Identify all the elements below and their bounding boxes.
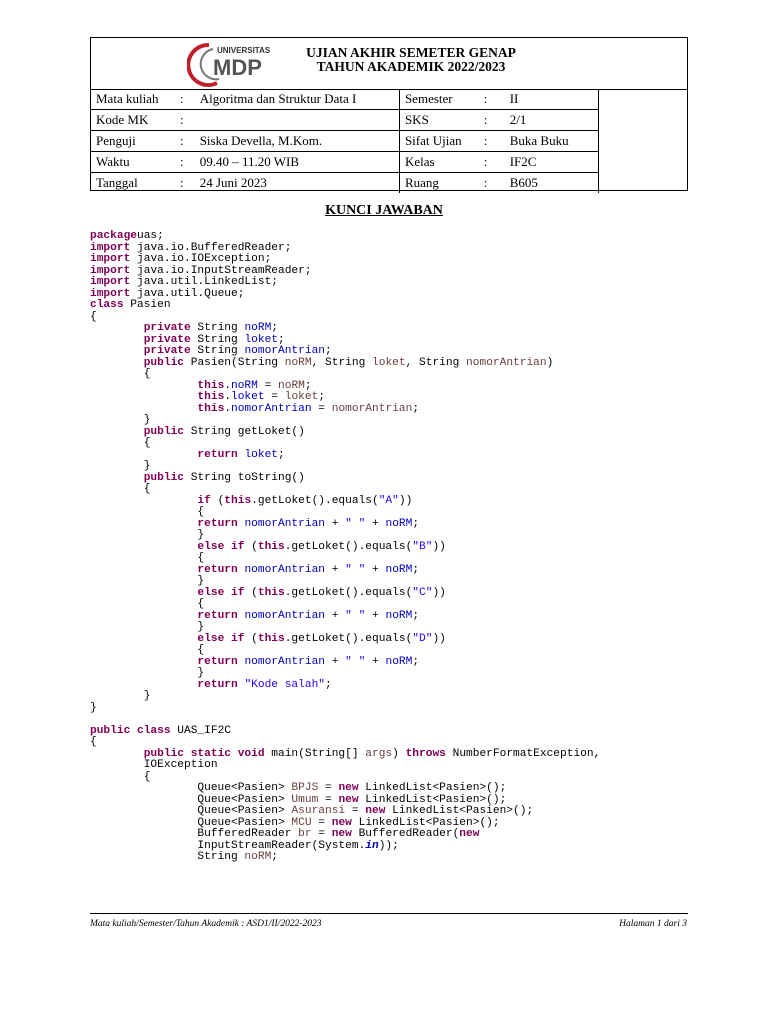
info-separator: :: [484, 173, 505, 194]
code-token: }: [90, 667, 205, 679]
code-token: [90, 334, 144, 346]
code-token: java.util.Queue;: [130, 287, 245, 300]
code-token: noRM: [284, 356, 312, 369]
svg-text:MDP: MDP: [213, 55, 262, 80]
code-token: noRM: [244, 851, 272, 863]
code-token: nomorAntrian: [331, 402, 413, 415]
info-value: IF2C: [505, 152, 599, 173]
code-token: import: [90, 287, 131, 300]
code-line: [90, 726, 600, 738]
code-token: java.io.BufferedReader;: [130, 241, 292, 254]
info-label: Kode MK: [91, 110, 180, 131]
code-token: {: [90, 598, 205, 610]
code-token: " ": [345, 517, 366, 530]
code-token: return: [197, 517, 238, 530]
code-token: , String: [311, 356, 373, 369]
code-token: String getLoket(): [184, 425, 305, 438]
code-token: " ": [345, 609, 366, 622]
info-label: Waktu: [91, 152, 180, 173]
code-token: noRM: [244, 322, 272, 334]
code-token: import: [90, 276, 131, 288]
info-label: Tanggal: [91, 173, 180, 194]
code-token: (: [244, 586, 258, 599]
code-token: }: [90, 701, 97, 714]
info-separator: :: [484, 131, 505, 152]
code-token: public: [143, 471, 185, 484]
code-token: "A": [378, 494, 399, 507]
code-token: [90, 380, 197, 392]
code-line: [90, 760, 600, 772]
code-token: new: [338, 793, 359, 806]
info-row: [91, 89, 599, 110]
code-token: String: [190, 345, 245, 357]
code-token: this: [257, 540, 285, 553]
code-token: "B": [412, 540, 433, 553]
code-token: if: [197, 494, 211, 507]
code-token: [90, 541, 197, 553]
code-token: loket: [231, 391, 265, 403]
code-token: .getLoket().equals(: [284, 540, 413, 553]
code-token: =: [311, 816, 332, 829]
code-token: , String: [405, 356, 467, 369]
code-token: return: [197, 655, 238, 668]
info-label: Ruang: [399, 173, 483, 194]
code-token: "C": [412, 586, 433, 599]
code-token: new: [331, 828, 352, 840]
code-token: nomorAntrian: [231, 402, 312, 415]
code-token: nomorAntrian: [244, 517, 326, 530]
code-token: this: [257, 586, 285, 599]
code-token: else if: [197, 632, 245, 645]
code-token: "D": [412, 632, 433, 645]
code-token: .getLoket().equals(: [284, 632, 413, 645]
code-token: this: [197, 391, 225, 403]
code-token: noRM: [231, 379, 258, 392]
code-token: =: [257, 379, 279, 392]
code-token: .getLoket().equals(: [251, 494, 379, 507]
code-token: =: [345, 805, 366, 817]
code-token: loket: [244, 448, 279, 461]
info-separator: :: [180, 173, 195, 194]
code-token: " ": [345, 655, 366, 668]
code-token: {: [90, 506, 205, 518]
code-token: .: [224, 379, 231, 392]
info-value: II: [505, 89, 599, 110]
code-token: noRM: [385, 655, 413, 668]
code-token: LinkedList<Pasien>();: [351, 816, 500, 829]
code-token: this: [224, 494, 252, 507]
footer-divider: [90, 913, 688, 914]
code-token: [90, 345, 144, 357]
code-token: {: [90, 770, 151, 783]
code-token: ;: [412, 655, 420, 668]
code-token: =: [311, 828, 332, 840]
code-token: BPJS: [291, 782, 319, 794]
code-token: (: [244, 632, 258, 645]
code-token: Asuransi: [291, 805, 346, 817]
code-token: BufferedReader(: [351, 828, 460, 840]
code-token: this: [197, 379, 225, 392]
code-line: [90, 427, 600, 439]
code-token: .: [224, 391, 231, 403]
code-token: [90, 322, 144, 334]
code-token: import: [90, 241, 131, 254]
info-value: Algoritma dan Struktur Data I: [195, 89, 400, 110]
code-token: [90, 495, 197, 507]
code-token: " ": [345, 563, 366, 576]
code-token: }: [90, 575, 205, 587]
logo-caption: UNIVERSITAS: [217, 46, 271, 55]
code-token: {: [90, 552, 205, 564]
info-separator: :: [180, 152, 195, 173]
code-token: (: [210, 494, 225, 507]
code-token: =: [264, 391, 285, 403]
code-token: noRM: [385, 563, 413, 576]
code-token: MCU: [291, 816, 312, 829]
code-line: [90, 473, 600, 485]
code-token: this: [257, 632, 285, 645]
info-separator: :: [180, 110, 195, 131]
code-token: loket: [284, 391, 319, 403]
code-token: main(String[]: [264, 747, 366, 760]
info-separator: :: [484, 89, 505, 110]
info-value: 09.40 – 11.20 WIB: [195, 152, 400, 173]
code-token: Queue<Pasien>: [90, 782, 292, 794]
code-token: [90, 426, 144, 438]
info-separator: :: [484, 152, 505, 173]
code-token: String toString(): [184, 471, 305, 484]
code-token: private: [143, 322, 191, 334]
code-token: UAS_IF2C: [170, 724, 232, 737]
code-token: ;: [318, 391, 326, 403]
exam-title: [261, 46, 561, 74]
code-token: }: [90, 621, 205, 633]
code-token: {: [90, 483, 151, 495]
code-token: [90, 656, 197, 668]
info-row: [91, 152, 599, 173]
code-token: .: [224, 402, 231, 415]
code-token: nomorAntrian: [244, 563, 326, 576]
code-listing: [90, 231, 600, 864]
code-token: "Kode salah": [244, 678, 326, 691]
info-row: [91, 173, 599, 194]
code-line: [90, 691, 600, 703]
code-token: java.io.InputStreamReader;: [130, 264, 312, 277]
code-token: )): [432, 586, 446, 599]
code-token: IOException: [90, 759, 218, 771]
code-token: [90, 403, 197, 415]
exam-title-line-1: UJIAN AKHIR SEMETER GENAP: [306, 45, 516, 60]
code-token: ;: [271, 322, 279, 334]
code-token: [90, 679, 197, 691]
code-token: ;: [412, 402, 420, 415]
code-token: String: [190, 333, 245, 346]
code-token: public: [143, 356, 185, 369]
code-token: +: [365, 655, 386, 668]
code-token: else if: [197, 540, 245, 553]
code-token: java.io.IOException;: [130, 253, 272, 265]
code-token: ;: [325, 345, 332, 357]
code-token: [90, 518, 197, 530]
code-token: +: [365, 609, 386, 622]
code-token: =: [318, 782, 339, 794]
code-token: }: [90, 529, 205, 541]
info-value: 24 Juni 2023: [195, 173, 400, 194]
exam-header: [90, 37, 688, 191]
footer-page-number: Halaman 1 dari 3: [619, 919, 687, 929]
info-separator: :: [180, 131, 195, 152]
code-token: }: [90, 690, 151, 702]
code-token: {: [90, 644, 205, 656]
code-token: [90, 391, 197, 403]
code-token: ;: [278, 333, 285, 346]
code-token: +: [325, 609, 346, 622]
code-line: [90, 680, 600, 692]
code-line: [90, 852, 600, 864]
code-token: return: [197, 609, 238, 622]
code-token: [90, 449, 197, 461]
code-token: +: [365, 517, 386, 530]
code-line: [90, 703, 600, 715]
code-token: NumberFormatException,: [445, 747, 601, 760]
code-token: import: [90, 264, 131, 277]
info-value: [195, 110, 400, 131]
info-value: B605: [505, 173, 599, 194]
code-token: else if: [197, 586, 245, 599]
code-token: {: [90, 310, 97, 323]
code-token: .getLoket().equals(: [284, 586, 413, 599]
code-token: )): [432, 540, 446, 553]
code-token: noRM: [278, 379, 305, 392]
code-token: in: [365, 839, 379, 852]
code-token: new: [331, 816, 352, 829]
code-token: public static void: [143, 747, 265, 760]
code-token: throws: [405, 747, 446, 760]
exam-title-line-2: TAHUN AKADEMIK 2022/2023: [316, 59, 506, 74]
code-token: [90, 633, 197, 645]
code-token: return: [197, 448, 238, 461]
code-token: LinkedList<Pasien>();: [385, 805, 534, 817]
footer-course-info: Mata kuliah/Semester/Tahun Akademik : ASD1/II/2022-2023: [90, 919, 322, 929]
code-token: package: [90, 230, 137, 242]
code-token: )): [398, 494, 413, 507]
code-token: nomorAntrian: [466, 356, 547, 369]
code-token: ): [546, 356, 554, 369]
code-token: =: [311, 402, 332, 415]
code-token: ): [392, 747, 406, 760]
info-label: Sifat Ujian: [399, 131, 483, 152]
code-token: private: [143, 333, 191, 346]
code-token: {: [90, 368, 151, 380]
code-token: Queue<Pasien>: [90, 793, 292, 806]
code-token: {: [90, 736, 97, 748]
code-token: ;: [278, 448, 285, 461]
code-token: nomorAntrian: [244, 655, 326, 668]
code-token: LinkedList<Pasien>();: [358, 793, 507, 806]
code-token: +: [365, 563, 386, 576]
code-token: }: [90, 414, 151, 426]
code-token: Pasien(String: [184, 356, 285, 369]
code-token: +: [325, 517, 346, 530]
code-token: return: [197, 563, 238, 576]
code-token: args: [365, 747, 393, 760]
code-token: java.util.LinkedList;: [130, 276, 278, 288]
code-token: )): [432, 632, 446, 645]
info-separator: :: [180, 89, 195, 110]
code-token: loket: [244, 333, 279, 346]
code-token: InputStreamReader(System.: [90, 839, 366, 852]
code-token: private: [143, 345, 191, 357]
code-token: LinkedList<Pasien>();: [358, 782, 507, 794]
info-label: Mata kuliah: [91, 89, 180, 110]
code-token: loket: [372, 356, 406, 369]
code-token: +: [325, 563, 346, 576]
exam-info-table: [91, 89, 599, 193]
code-token: br: [298, 828, 312, 840]
code-token: [90, 357, 144, 369]
info-label: Kelas: [399, 152, 483, 173]
info-label: Semester: [399, 89, 483, 110]
code-token: ;: [412, 609, 420, 622]
code-token: ;: [304, 379, 312, 392]
section-title: KUNCI JAWABAN: [325, 203, 443, 218]
code-token: public: [143, 425, 185, 438]
code-token: public class: [90, 724, 171, 737]
code-token: String: [190, 322, 245, 334]
code-token: Queue<Pasien>: [90, 816, 292, 829]
code-line: [90, 358, 600, 370]
code-token: Umum: [291, 793, 319, 806]
code-token: this: [197, 402, 225, 415]
code-token: import: [90, 253, 131, 265]
code-token: class: [90, 299, 124, 311]
code-token: [90, 472, 144, 484]
code-token: ;: [325, 678, 332, 691]
code-token: =: [318, 793, 339, 806]
code-token: new: [459, 828, 480, 840]
code-token: String: [90, 851, 245, 863]
info-value: Buka Buku: [505, 131, 599, 152]
code-token: {: [90, 437, 151, 449]
info-label: Penguji: [91, 131, 180, 152]
code-line: [90, 404, 600, 416]
code-token: nomorAntrian: [244, 609, 326, 622]
code-token: [90, 587, 197, 599]
code-token: ;: [412, 563, 420, 576]
code-token: +: [325, 655, 346, 668]
code-token: [90, 610, 197, 622]
code-token: uas;: [137, 230, 164, 242]
code-token: return: [197, 678, 238, 691]
code-line: [90, 450, 600, 462]
info-label: SKS: [399, 110, 483, 131]
code-line: [90, 300, 600, 312]
info-row: [91, 131, 599, 152]
code-token: (: [244, 540, 258, 553]
code-token: ;: [271, 851, 278, 863]
code-token: Pasien: [123, 299, 171, 311]
code-token: new: [365, 805, 386, 817]
code-token: Queue<Pasien>: [90, 805, 292, 817]
code-token: [90, 748, 144, 760]
code-token: new: [338, 782, 359, 794]
info-value: Siska Devella, M.Kom.: [195, 131, 400, 152]
code-token: }: [90, 460, 151, 472]
info-value: 2/1: [505, 110, 599, 131]
code-token: noRM: [385, 609, 413, 622]
header-title-row: [91, 38, 687, 90]
code-token: BufferedReader: [90, 828, 299, 840]
code-token: ));: [378, 839, 399, 852]
code-token: nomorAntrian: [244, 345, 326, 357]
info-row: [91, 110, 599, 131]
code-token: ;: [412, 517, 420, 530]
info-separator: :: [484, 110, 505, 131]
code-token: [90, 564, 197, 576]
code-token: noRM: [385, 517, 413, 530]
